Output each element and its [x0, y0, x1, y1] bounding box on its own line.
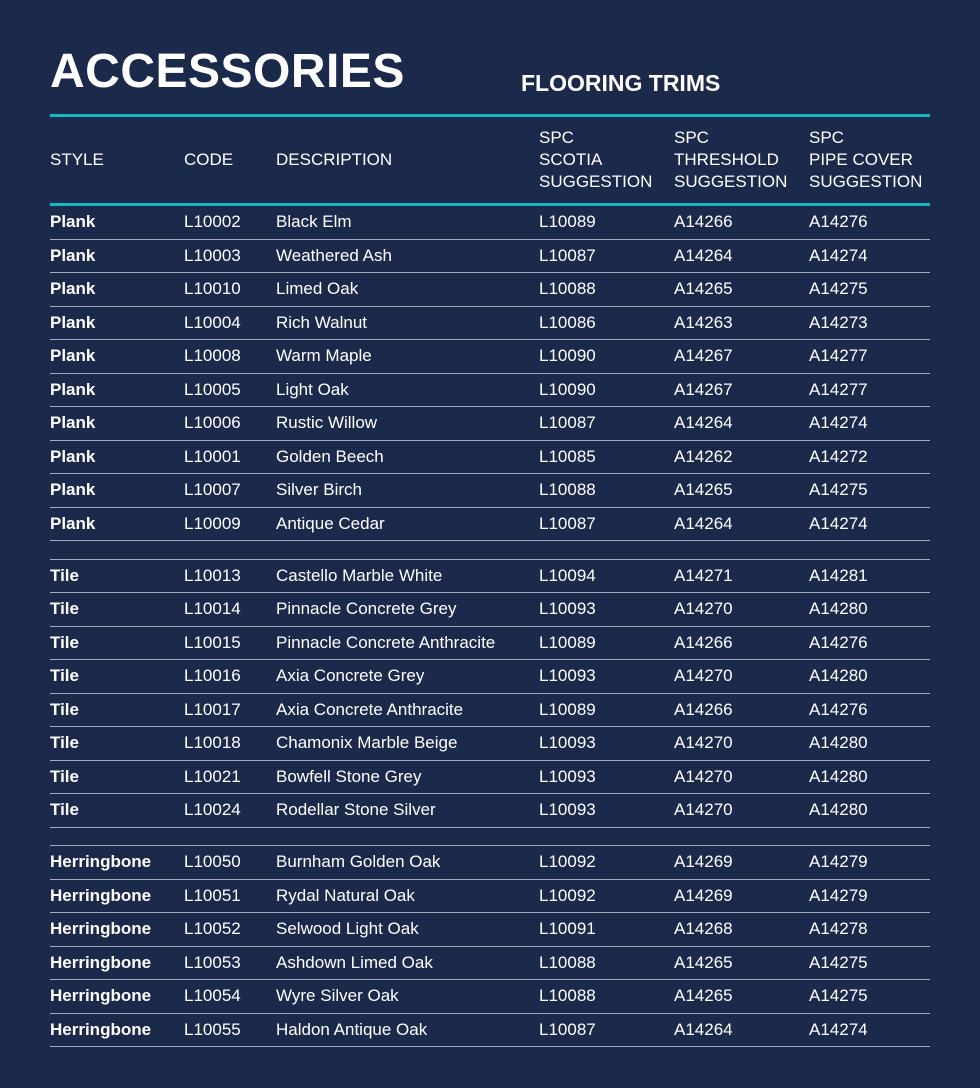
cell-threshold: A14266 — [674, 632, 733, 652]
cell-threshold: A14270 — [674, 800, 733, 820]
cell-code: L10052 — [184, 919, 241, 939]
table-row — [50, 761, 930, 795]
cell-scotia: L10087 — [539, 245, 596, 265]
cell-scotia: L10087 — [539, 413, 596, 433]
cell-code: L10017 — [184, 699, 241, 719]
table-row — [50, 593, 930, 627]
cell-code: L10006 — [184, 413, 241, 433]
table-header — [50, 117, 930, 203]
cell-scotia: L10092 — [539, 885, 596, 905]
cell-description: Chamonix Marble Beige — [276, 733, 458, 753]
cell-pipe-cover: A14276 — [809, 212, 868, 232]
cell-threshold: A14264 — [674, 245, 733, 265]
cell-description: Rodellar Stone Silver — [276, 800, 436, 820]
cell-description: Bowfell Stone Grey — [276, 766, 422, 786]
cell-style: Herringbone — [50, 952, 152, 972]
cell-description: Light Oak — [276, 379, 349, 399]
cell-pipe-cover: A14274 — [809, 1019, 868, 1039]
cell-code: L10013 — [184, 565, 241, 585]
cell-scotia: L10091 — [539, 919, 596, 939]
cell-code: L10009 — [184, 513, 241, 533]
cell-description: Axia Concrete Anthracite — [276, 699, 464, 719]
table-row — [50, 474, 930, 508]
group-spacer — [50, 541, 930, 560]
cell-style: Tile — [50, 800, 79, 820]
table-row — [50, 1014, 930, 1048]
cell-threshold: A14263 — [674, 312, 733, 332]
cell-code: L10015 — [184, 632, 241, 652]
cell-pipe-cover: A14280 — [809, 666, 868, 686]
cell-threshold: A14264 — [674, 513, 733, 533]
cell-description: Warm Maple — [276, 346, 372, 366]
cell-threshold: A14266 — [674, 212, 733, 232]
cell-threshold: A14269 — [674, 885, 733, 905]
cell-style: Tile — [50, 565, 79, 585]
cell-threshold: A14262 — [674, 446, 733, 466]
cell-code: L10016 — [184, 666, 241, 686]
page-subtitle: FLOORING TRIMS — [521, 70, 721, 96]
cell-threshold: A14265 — [674, 279, 733, 299]
header-style: STYLE — [50, 150, 104, 169]
cell-scotia: L10089 — [539, 212, 596, 232]
cell-code: L10003 — [184, 245, 241, 265]
table-row — [50, 340, 930, 374]
table-row — [50, 694, 930, 728]
cell-description: Burnham Golden Oak — [276, 852, 441, 872]
cell-description: Pinnacle Concrete Anthracite — [276, 632, 496, 652]
cell-style: Plank — [50, 513, 96, 533]
cell-threshold: A14266 — [674, 699, 733, 719]
cell-scotia: L10087 — [539, 1019, 596, 1039]
cell-code: L10014 — [184, 599, 241, 619]
cell-style: Herringbone — [50, 919, 152, 939]
cell-pipe-cover: A14280 — [809, 800, 868, 820]
cell-pipe-cover: A14272 — [809, 446, 868, 466]
cell-threshold: A14264 — [674, 1019, 733, 1039]
cell-description: Axia Concrete Grey — [276, 666, 425, 686]
table-row — [50, 947, 930, 981]
cell-pipe-cover: A14277 — [809, 379, 868, 399]
cell-code: L10007 — [184, 480, 241, 500]
cell-code: L10010 — [184, 279, 241, 299]
cell-description: Rydal Natural Oak — [276, 885, 415, 905]
cell-description: Antique Cedar — [276, 513, 385, 533]
cell-threshold: A14270 — [674, 766, 733, 786]
cell-scotia: L10090 — [539, 346, 596, 366]
cell-pipe-cover: A14275 — [809, 480, 868, 500]
cell-description: Haldon Antique Oak — [276, 1019, 428, 1039]
cell-description: Limed Oak — [276, 279, 359, 299]
trims-table — [50, 114, 930, 1047]
cell-threshold: A14269 — [674, 852, 733, 872]
cell-scotia: L10088 — [539, 279, 596, 299]
cell-scotia: L10093 — [539, 599, 596, 619]
cell-code: L10002 — [184, 212, 241, 232]
cell-code: L10008 — [184, 346, 241, 366]
cell-description: Selwood Light Oak — [276, 919, 419, 939]
cell-style: Herringbone — [50, 986, 152, 1006]
cell-scotia: L10093 — [539, 766, 596, 786]
cell-description: Wyre Silver Oak — [276, 986, 399, 1006]
cell-style: Plank — [50, 312, 96, 332]
cell-code: L10018 — [184, 733, 241, 753]
cell-description: Golden Beech — [276, 446, 384, 466]
cell-description: Castello Marble White — [276, 565, 443, 585]
cell-description: Ashdown Limed Oak — [276, 952, 433, 972]
cell-threshold: A14271 — [674, 565, 733, 585]
cell-style: Tile — [50, 632, 79, 652]
cell-pipe-cover: A14277 — [809, 346, 868, 366]
table-row — [50, 913, 930, 947]
cell-scotia: L10086 — [539, 312, 596, 332]
cell-pipe-cover: A14278 — [809, 919, 868, 939]
cell-scotia: L10088 — [539, 952, 596, 972]
header-scotia: SPC SCOTIA SUGGESTION — [539, 128, 653, 191]
cell-scotia: L10087 — [539, 513, 596, 533]
cell-scotia: L10088 — [539, 480, 596, 500]
group-spacer — [50, 828, 930, 847]
cell-scotia: L10088 — [539, 986, 596, 1006]
table-row — [50, 307, 930, 341]
cell-style: Plank — [50, 279, 96, 299]
cell-scotia: L10089 — [539, 699, 596, 719]
cell-pipe-cover: A14280 — [809, 733, 868, 753]
table-row — [50, 273, 930, 307]
cell-style: Plank — [50, 446, 96, 466]
cell-pipe-cover: A14281 — [809, 565, 868, 585]
cell-code: L10053 — [184, 952, 241, 972]
cell-code: L10055 — [184, 1019, 241, 1039]
cell-description: Rustic Willow — [276, 413, 378, 433]
cell-description: Rich Walnut — [276, 312, 368, 332]
cell-threshold: A14270 — [674, 733, 733, 753]
table-row — [50, 240, 930, 274]
cell-style: Herringbone — [50, 852, 152, 872]
table-row — [50, 794, 930, 828]
header-threshold: SPC THRESHOLD SUGGESTION — [674, 128, 788, 191]
cell-code: L10001 — [184, 446, 241, 466]
cell-pipe-cover: A14279 — [809, 852, 868, 872]
cell-scotia: L10094 — [539, 565, 596, 585]
cell-code: L10024 — [184, 800, 241, 820]
cell-pipe-cover: A14280 — [809, 599, 868, 619]
cell-pipe-cover: A14276 — [809, 632, 868, 652]
cell-code: L10021 — [184, 766, 241, 786]
cell-style: Tile — [50, 766, 79, 786]
cell-style: Tile — [50, 733, 79, 753]
page-title: ACCESSORIES — [50, 45, 405, 98]
cell-scotia: L10093 — [539, 800, 596, 820]
cell-pipe-cover: A14273 — [809, 312, 868, 332]
cell-pipe-cover: A14279 — [809, 885, 868, 905]
cell-code: L10051 — [184, 885, 241, 905]
cell-style: Plank — [50, 413, 96, 433]
table-row — [50, 441, 930, 475]
table-body — [50, 206, 930, 1047]
cell-pipe-cover: A14275 — [809, 952, 868, 972]
cell-scotia: L10089 — [539, 632, 596, 652]
cell-scotia: L10093 — [539, 733, 596, 753]
cell-pipe-cover: A14276 — [809, 699, 868, 719]
cell-threshold: A14267 — [674, 379, 733, 399]
cell-style: Tile — [50, 599, 79, 619]
cell-code: L10050 — [184, 852, 241, 872]
cell-code: L10054 — [184, 986, 241, 1006]
cell-style: Tile — [50, 699, 79, 719]
cell-pipe-cover: A14274 — [809, 513, 868, 533]
header-code: CODE — [184, 150, 234, 169]
cell-style: Tile — [50, 666, 79, 686]
cell-pipe-cover: A14274 — [809, 413, 868, 433]
cell-threshold: A14270 — [674, 666, 733, 686]
cell-scotia: L10093 — [539, 666, 596, 686]
cell-threshold: A14265 — [674, 986, 733, 1006]
cell-pipe-cover: A14275 — [809, 279, 868, 299]
cell-code: L10004 — [184, 312, 241, 332]
cell-style: Plank — [50, 379, 96, 399]
cell-threshold: A14267 — [674, 346, 733, 366]
table-row — [50, 880, 930, 914]
cell-scotia: L10092 — [539, 852, 596, 872]
cell-scotia: L10090 — [539, 379, 596, 399]
cell-threshold: A14264 — [674, 413, 733, 433]
table-row — [50, 508, 930, 542]
table-row — [50, 727, 930, 761]
cell-style: Plank — [50, 245, 96, 265]
table-row — [50, 560, 930, 594]
cell-pipe-cover: A14280 — [809, 766, 868, 786]
table-row — [50, 660, 930, 694]
header-description: DESCRIPTION — [276, 150, 393, 169]
cell-style: Plank — [50, 346, 96, 366]
cell-style: Herringbone — [50, 1019, 152, 1039]
cell-description: Black Elm — [276, 212, 352, 232]
table-row — [50, 980, 930, 1014]
cell-pipe-cover: A14274 — [809, 245, 868, 265]
cell-threshold: A14265 — [674, 952, 733, 972]
cell-style: Plank — [50, 480, 96, 500]
cell-style: Plank — [50, 212, 96, 232]
cell-threshold: A14268 — [674, 919, 733, 939]
header-pipe-cover: SPC PIPE COVER SUGGESTION — [809, 128, 923, 191]
cell-style: Herringbone — [50, 885, 152, 905]
cell-description: Pinnacle Concrete Grey — [276, 599, 457, 619]
cell-pipe-cover: A14275 — [809, 986, 868, 1006]
table-row — [50, 374, 930, 408]
cell-threshold: A14270 — [674, 599, 733, 619]
table-row — [50, 846, 930, 880]
cell-description: Silver Birch — [276, 480, 362, 500]
cell-code: L10005 — [184, 379, 241, 399]
table-row — [50, 627, 930, 661]
cell-description: Weathered Ash — [276, 245, 392, 265]
cell-threshold: A14265 — [674, 480, 733, 500]
table-row — [50, 407, 930, 441]
table-row — [50, 206, 930, 240]
cell-scotia: L10085 — [539, 446, 596, 466]
